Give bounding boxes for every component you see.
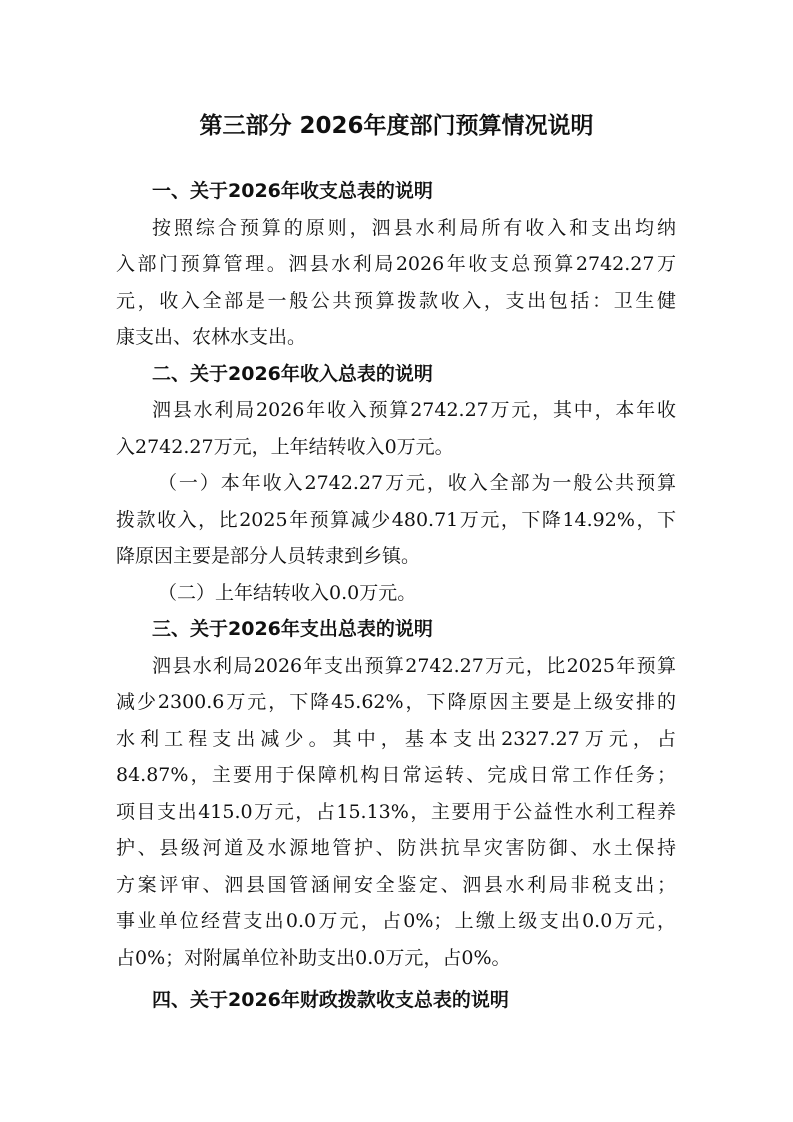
paragraph-line: 84.87%，主要用于保障机构日常运转、完成日常工作任务； bbox=[116, 764, 676, 786]
paragraph-line: 护、县级河道及水源地管护、防洪抗旱灾害防御、水土保持 bbox=[116, 837, 676, 859]
page-title: 第三部分 2026年度部门预算情况说明 bbox=[199, 113, 594, 139]
paragraph-line: 泗县水利局2026年支出预算2742.27万元，比2025年预算 bbox=[152, 654, 676, 677]
paragraph-line: （二）上年结转收入0.0万元。 bbox=[158, 581, 417, 604]
section-heading: 一、关于2026年收支总表的说明 bbox=[152, 180, 433, 202]
paragraph-line: 泗县水利局2026年收入预算2742.27万元，其中，本年收 bbox=[152, 399, 676, 421]
paragraph-line: 占0%；对附属单位补助支出0.0万元，占0%。 bbox=[116, 946, 511, 969]
paragraph-line: 水利工程支出减少。其中，基本支出2327.27万元，占 bbox=[116, 727, 676, 750]
paragraph-line: 元，收入全部是一般公共预算拨款收入，支出包括：卫生健 bbox=[116, 289, 676, 312]
section-heading: 三、关于2026年支出总表的说明 bbox=[152, 618, 433, 640]
paragraph-line: 入2742.27万元，上年结转收入0万元。 bbox=[116, 435, 454, 458]
section-heading: 二、关于2026年收入总表的说明 bbox=[152, 362, 433, 385]
section-heading: 四、关于2026年财政拨款收支总表的说明 bbox=[152, 989, 509, 1011]
paragraph-line: 项目支出415.0万元，占15.13%，主要用于公益性水利工程养 bbox=[116, 800, 676, 823]
paragraph-line: 拨款收入，比2025年预算减少480.71万元，下降14.92%，下 bbox=[116, 508, 676, 531]
paragraph-line: 事业单位经营支出0.0万元，占0%；上缴上级支出0.0万元， bbox=[116, 910, 676, 932]
paragraph-line: （一）本年收入2742.27万元，收入全部为一般公共预算 bbox=[158, 472, 676, 494]
paragraph-line: 降原因主要是部分人员转隶到乡镇。 bbox=[116, 545, 421, 567]
paragraph-line: 减少2300.6万元，下降45.62%，下降原因主要是上级安排的 bbox=[116, 691, 676, 713]
paragraph-line: 方案评审、泗县国管涵闸安全鉴定、泗县水利局非税支出； bbox=[116, 873, 676, 896]
paragraph-line: 按照综合预算的原则，泗县水利局所有收入和支出均纳 bbox=[152, 216, 676, 239]
paragraph-line: 康支出、农林水支出。 bbox=[116, 326, 307, 348]
paragraph-line: 入部门预算管理。泗县水利局2026年收支总预算2742.27万 bbox=[116, 253, 676, 275]
document-body bbox=[116, 173, 676, 1019]
